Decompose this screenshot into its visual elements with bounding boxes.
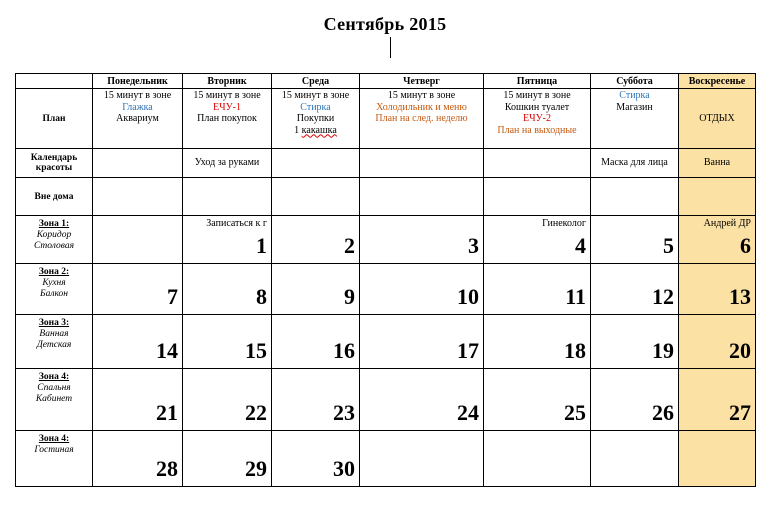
day-number: 4 <box>575 233 586 258</box>
day-cell <box>591 216 679 264</box>
week-row <box>16 315 756 369</box>
day-cell <box>272 264 360 315</box>
day-note: Записаться к г <box>206 218 267 229</box>
weekday-header: Воскресенье <box>679 74 756 89</box>
day-cell <box>679 369 756 431</box>
day-cell <box>679 216 756 264</box>
text-cursor <box>390 37 391 58</box>
row-label-outside: Вне дома <box>16 178 93 216</box>
day-number: 5 <box>663 233 674 258</box>
day-number: 24 <box>457 400 479 425</box>
weekday-header: Пятница <box>484 74 591 89</box>
zone-title: Зона 2: <box>38 267 70 277</box>
outside-cell <box>93 178 183 216</box>
day-number: 6 <box>740 233 751 258</box>
day-cell <box>272 315 360 369</box>
day-cell <box>183 431 272 487</box>
plan-line: ЕЧУ-1 <box>212 101 242 113</box>
day-cell <box>93 216 183 264</box>
day-number: 8 <box>256 284 267 309</box>
plan-cell <box>272 89 360 149</box>
day-number: 2 <box>344 233 355 258</box>
day-cell <box>93 431 183 487</box>
weekday-header: Вторник <box>183 74 272 89</box>
zone-place: Балкон <box>39 289 69 299</box>
week-row <box>16 264 756 315</box>
plan-line: 15 минут в зоне <box>387 90 456 101</box>
day-number: 14 <box>156 338 178 363</box>
zone-place: Кабинет <box>35 394 73 404</box>
day-number: 29 <box>245 456 267 481</box>
day-note: Гинеколог <box>542 218 586 229</box>
day-cell <box>484 216 591 264</box>
corner-cell <box>16 74 93 89</box>
plan-line: ОТДЫХ <box>699 113 735 125</box>
day-number: 3 <box>468 233 479 258</box>
day-cell <box>591 431 679 487</box>
beauty-cell: Маска для лица <box>591 149 679 178</box>
day-number: 13 <box>729 284 751 309</box>
outside-cell <box>484 178 591 216</box>
day-cell <box>360 369 484 431</box>
day-number: 7 <box>167 284 178 309</box>
outside-cell <box>591 178 679 216</box>
day-cell <box>360 315 484 369</box>
day-cell <box>679 315 756 369</box>
day-cell <box>591 264 679 315</box>
day-cell <box>484 264 591 315</box>
outside-row <box>16 178 756 216</box>
plan-line: Аквариум <box>116 113 159 124</box>
zone-place: Коридор <box>36 230 72 240</box>
day-cell <box>484 431 591 487</box>
weekday-header: Среда <box>272 74 360 89</box>
day-cell <box>93 369 183 431</box>
zone-place: Ванная <box>39 329 69 339</box>
zone-place: Спальня <box>37 383 71 393</box>
plan-line: План на след. неделю <box>375 113 468 124</box>
day-number: 1 <box>256 233 267 258</box>
plan-line: Стирка <box>300 101 331 113</box>
plan-cell <box>93 89 183 149</box>
zone-title: Зона 4: <box>38 434 70 444</box>
day-cell <box>679 264 756 315</box>
plan-line: 15 минут в зоне <box>281 90 350 101</box>
zone-cell <box>16 264 93 315</box>
weekday-header: Суббота <box>591 74 679 89</box>
zone-place: Гостиная <box>34 445 74 455</box>
day-cell <box>360 216 484 264</box>
day-number: 12 <box>652 284 674 309</box>
row-label-beauty: Календарь красоты <box>16 149 93 178</box>
day-number: 26 <box>652 400 674 425</box>
row-label-plan: План <box>16 89 93 149</box>
zone-title: Зона 1: <box>38 219 70 229</box>
day-cell <box>272 369 360 431</box>
day-number: 16 <box>333 338 355 363</box>
plan-line-suffix: какашка <box>301 124 337 136</box>
zone-place: Детская <box>36 340 72 350</box>
day-cell <box>272 216 360 264</box>
zone-title: Зона 3: <box>38 318 70 328</box>
day-number: 10 <box>457 284 479 309</box>
plan-line: Стирка <box>619 90 650 101</box>
zone-cell <box>16 315 93 369</box>
beauty-cell: Ванна <box>679 149 756 178</box>
day-cell <box>360 264 484 315</box>
zone-cell <box>16 431 93 487</box>
beauty-cell <box>272 149 360 178</box>
zone-cell <box>16 369 93 431</box>
day-note: Андрей ДР <box>703 218 751 229</box>
calendar-table <box>15 73 756 487</box>
day-cell <box>484 369 591 431</box>
day-number: 11 <box>565 284 586 309</box>
beauty-row <box>16 149 756 178</box>
header-row <box>16 74 756 89</box>
zone-title: Зона 4: <box>38 372 70 382</box>
plan-cell <box>591 89 679 149</box>
day-number: 25 <box>564 400 586 425</box>
plan-line: ЕЧУ-2 <box>522 113 552 124</box>
day-number: 17 <box>457 338 479 363</box>
beauty-cell <box>484 149 591 178</box>
beauty-cell <box>93 149 183 178</box>
outside-cell <box>272 178 360 216</box>
plan-line: Покупки <box>296 113 335 124</box>
day-cell <box>360 431 484 487</box>
day-cell <box>484 315 591 369</box>
outside-cell <box>183 178 272 216</box>
day-number: 18 <box>564 338 586 363</box>
weekday-header: Четверг <box>360 74 484 89</box>
week-row <box>16 369 756 431</box>
beauty-cell: Уход за руками <box>183 149 272 178</box>
day-number: 15 <box>245 338 267 363</box>
day-cell <box>183 264 272 315</box>
day-cell <box>93 264 183 315</box>
week-row <box>16 431 756 487</box>
day-number: 27 <box>729 400 751 425</box>
plan-cell <box>183 89 272 149</box>
plan-line: 15 минут в зоне <box>193 90 261 101</box>
beauty-cell <box>360 149 484 178</box>
plan-line: Глажка <box>122 101 153 113</box>
plan-line: 1 какашка <box>294 124 337 136</box>
outside-cell <box>360 178 484 216</box>
day-cell <box>93 315 183 369</box>
day-cell <box>183 315 272 369</box>
day-number: 22 <box>245 400 267 425</box>
plan-cell <box>484 89 591 149</box>
plan-line: План покупок <box>197 113 257 124</box>
page-title: Сентябрь 2015 <box>323 14 447 34</box>
day-cell <box>591 315 679 369</box>
plan-line: План на выходные <box>497 124 577 136</box>
day-number: 28 <box>156 456 178 481</box>
day-number: 23 <box>333 400 355 425</box>
zone-cell <box>16 216 93 264</box>
outside-cell <box>679 178 756 216</box>
zone-place: Столовая <box>33 241 75 251</box>
plan-cell <box>679 89 756 149</box>
day-cell <box>183 216 272 264</box>
plan-line: Магазин <box>616 101 653 113</box>
day-cell <box>183 369 272 431</box>
plan-line: Кошкин туалет <box>504 101 570 113</box>
plan-line: 15 минут в зоне <box>103 90 172 101</box>
zone-place: Кухня <box>42 278 66 288</box>
day-cell <box>272 431 360 487</box>
day-number: 9 <box>344 284 355 309</box>
day-cell <box>679 431 756 487</box>
day-cell <box>591 369 679 431</box>
day-number: 19 <box>652 338 674 363</box>
plan-row <box>16 89 756 149</box>
week-row <box>16 216 756 264</box>
day-number: 30 <box>333 456 355 481</box>
plan-line: Холодильник и меню <box>376 101 467 113</box>
plan-cell <box>360 89 484 149</box>
day-number: 20 <box>729 338 751 363</box>
plan-line: 15 минут в зоне <box>503 90 571 101</box>
day-number: 21 <box>156 400 178 425</box>
weekday-header: Понедельник <box>93 74 183 89</box>
